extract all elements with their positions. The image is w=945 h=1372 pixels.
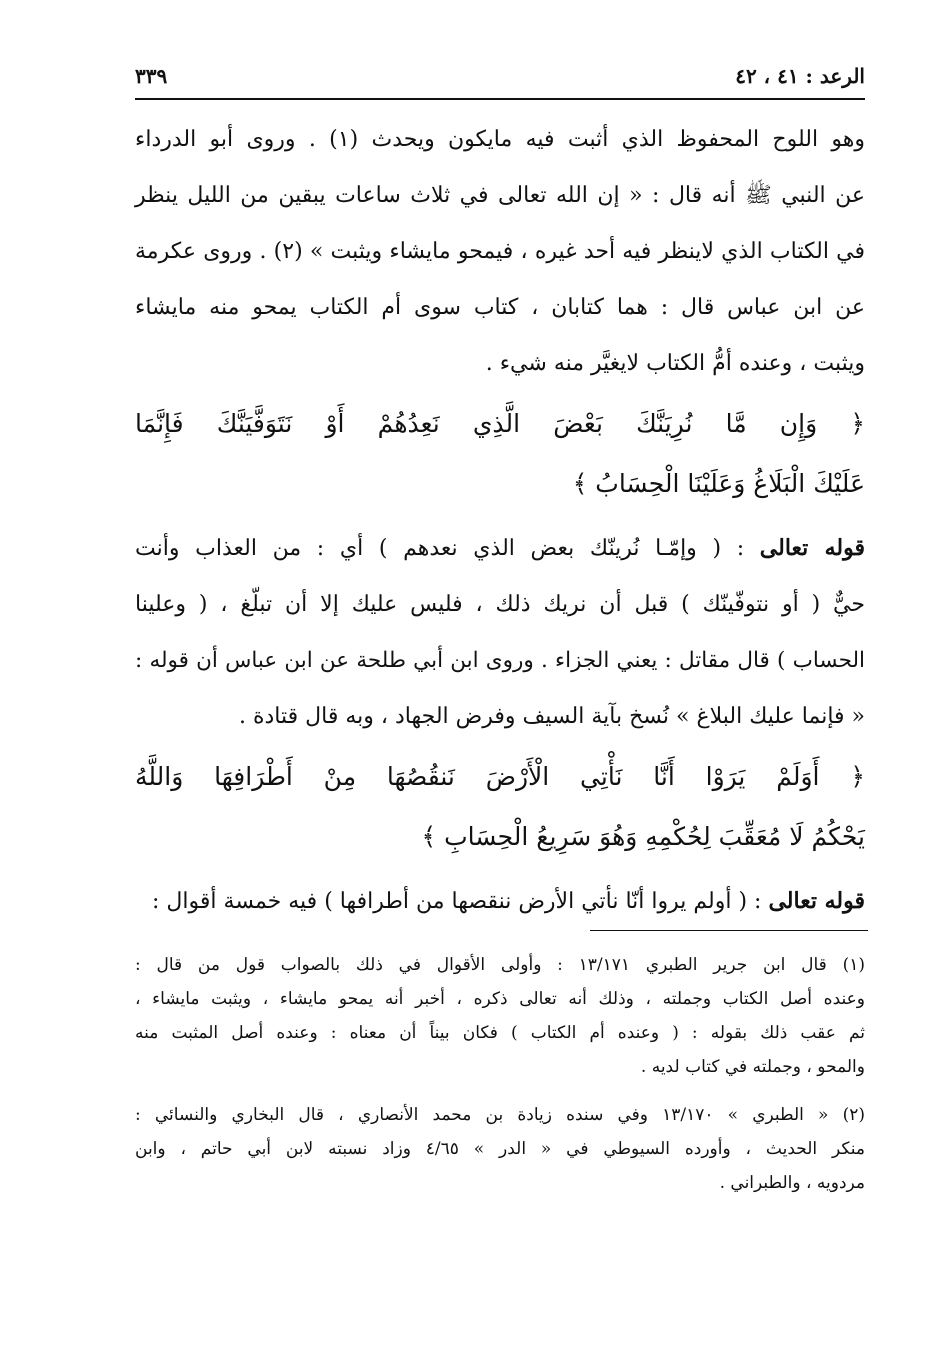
page-number: ٣٣٩: [135, 64, 168, 88]
commentary-text: : ( وإمّـا نُرينّك بعض الذي نعدهم ) أي : من العذاب وأنت: [135, 536, 760, 561]
quran-verse-41: [135, 394, 865, 514]
text-line: عن ابن عباس قال : هما كتابان ، كتاب سوى أم الكتاب يمحو منه مايشاء: [135, 295, 865, 320]
commentary-lead: قوله تعالى: [768, 888, 865, 914]
header-divider: [135, 98, 865, 100]
commentary-line: [135, 520, 865, 577]
running-title: الرعد : ٤١ ، ٤٢: [735, 64, 865, 88]
footnote-line: والمحو ، وجملته في كتاب لديه .: [640, 1057, 865, 1077]
verse-line: يَحْكُمُ لَا مُعَقِّبَ لِحُكْمِهِ وَهُوَ سَرِيعُ الْحِسَابِ ﴾: [421, 822, 865, 851]
commentary-line: الحساب ) قال مقاتل : يعني الجزاء . وروى ابن أبي طلحة عن ابن عباس أن قوله :: [135, 648, 865, 673]
main-text: [135, 112, 865, 930]
commentary-line: « فإنما عليك البلاغ » نُسخ بآية السيف وفرض الجهاد ، وبه قال قتادة .: [239, 704, 865, 729]
footnote-line: منكر الحديث ، وأورده السيوطي في « الدر » ٤/٦٥ وزاد نسبته لابن أبي حاتم ، وابن: [135, 1139, 865, 1159]
quran-verse-42: [135, 747, 865, 867]
footnote-line: (٢) « الطبري » ١٣/١٧٠ وفي سنده زيادة بن محمد الأنصاري ، قال البخاري والنسائي :: [135, 1105, 865, 1125]
footnote-line: ثم عقب ذلك بقوله : ( وعنده أم الكتاب ) فكان بيناً أن معناه : وعنده أصل المثبت منه: [135, 1023, 865, 1043]
verse-line: عَلَيْكَ الْبَلَاغُ وَعَلَيْنَا الْحِسَابُ ﴾: [572, 469, 865, 498]
commentary-line: حيٌّ ( أو نتوفّينّك ) قبل أن نريك ذلك ، فليس عليك إلا أن تبلّغ ، ( وعلينا: [135, 592, 865, 617]
running-header: [135, 58, 865, 100]
commentary-text: : ( أولم يروا أنّا نأتي الأرض ننقصها من أطرافها ) فيه خمسة أقوال :: [152, 889, 769, 914]
text-line: ويثبت ، وعنده أمُّ الكتاب لايغيَّر منه شيء .: [485, 351, 865, 376]
verse-line: ﴿ وَإِن مَّا نُرِيَنَّكَ بَعْضَ الَّذِي نَعِدُهُمْ أَوْ نَتَوَفَّيَنَّكَ فَإِنَّمَا: [135, 409, 865, 438]
verse-line: ﴿ أَوَلَمْ يَرَوْا أَنَّا نَأْتِي الْأَرْضَ نَنقُصُهَا مِنْ أَطْرَافِهَا وَاللَّهُ: [135, 762, 865, 791]
text-line: عن النبي ﷺ أنه قال : « إن الله تعالى في ثلاث ساعات يبقين من الليل ينظر: [135, 183, 865, 208]
footnotes: [135, 948, 865, 1200]
footnote-line: مردويه ، والطبراني .: [719, 1173, 865, 1193]
footnote-divider: [590, 930, 868, 931]
commentary-line: [135, 873, 865, 930]
text-line: وهو اللوح المحفوظ الذي أثبت فيه مايكون ويحدث (١) . وروى أبو الدرداء: [135, 127, 866, 152]
footnote-line: وعنده أصل الكتاب وجملته ، وذلك أنه تعالى ذكره ، أخبر أنه يمحو مايشاء ، ويثبت مايشاء ،: [135, 989, 865, 1009]
commentary-lead: قوله تعالى: [759, 535, 865, 561]
text-line: في الكتاب الذي لاينظر فيه أحد غيره ، فيمحو مايشاء ويثبت » (٢) . وروى عكرمة: [135, 239, 865, 264]
footnote-line: (١) قال ابن جرير الطبري ١٣/١٧١ : وأولى الأقوال في ذلك بالصواب قول من قال :: [135, 955, 865, 975]
